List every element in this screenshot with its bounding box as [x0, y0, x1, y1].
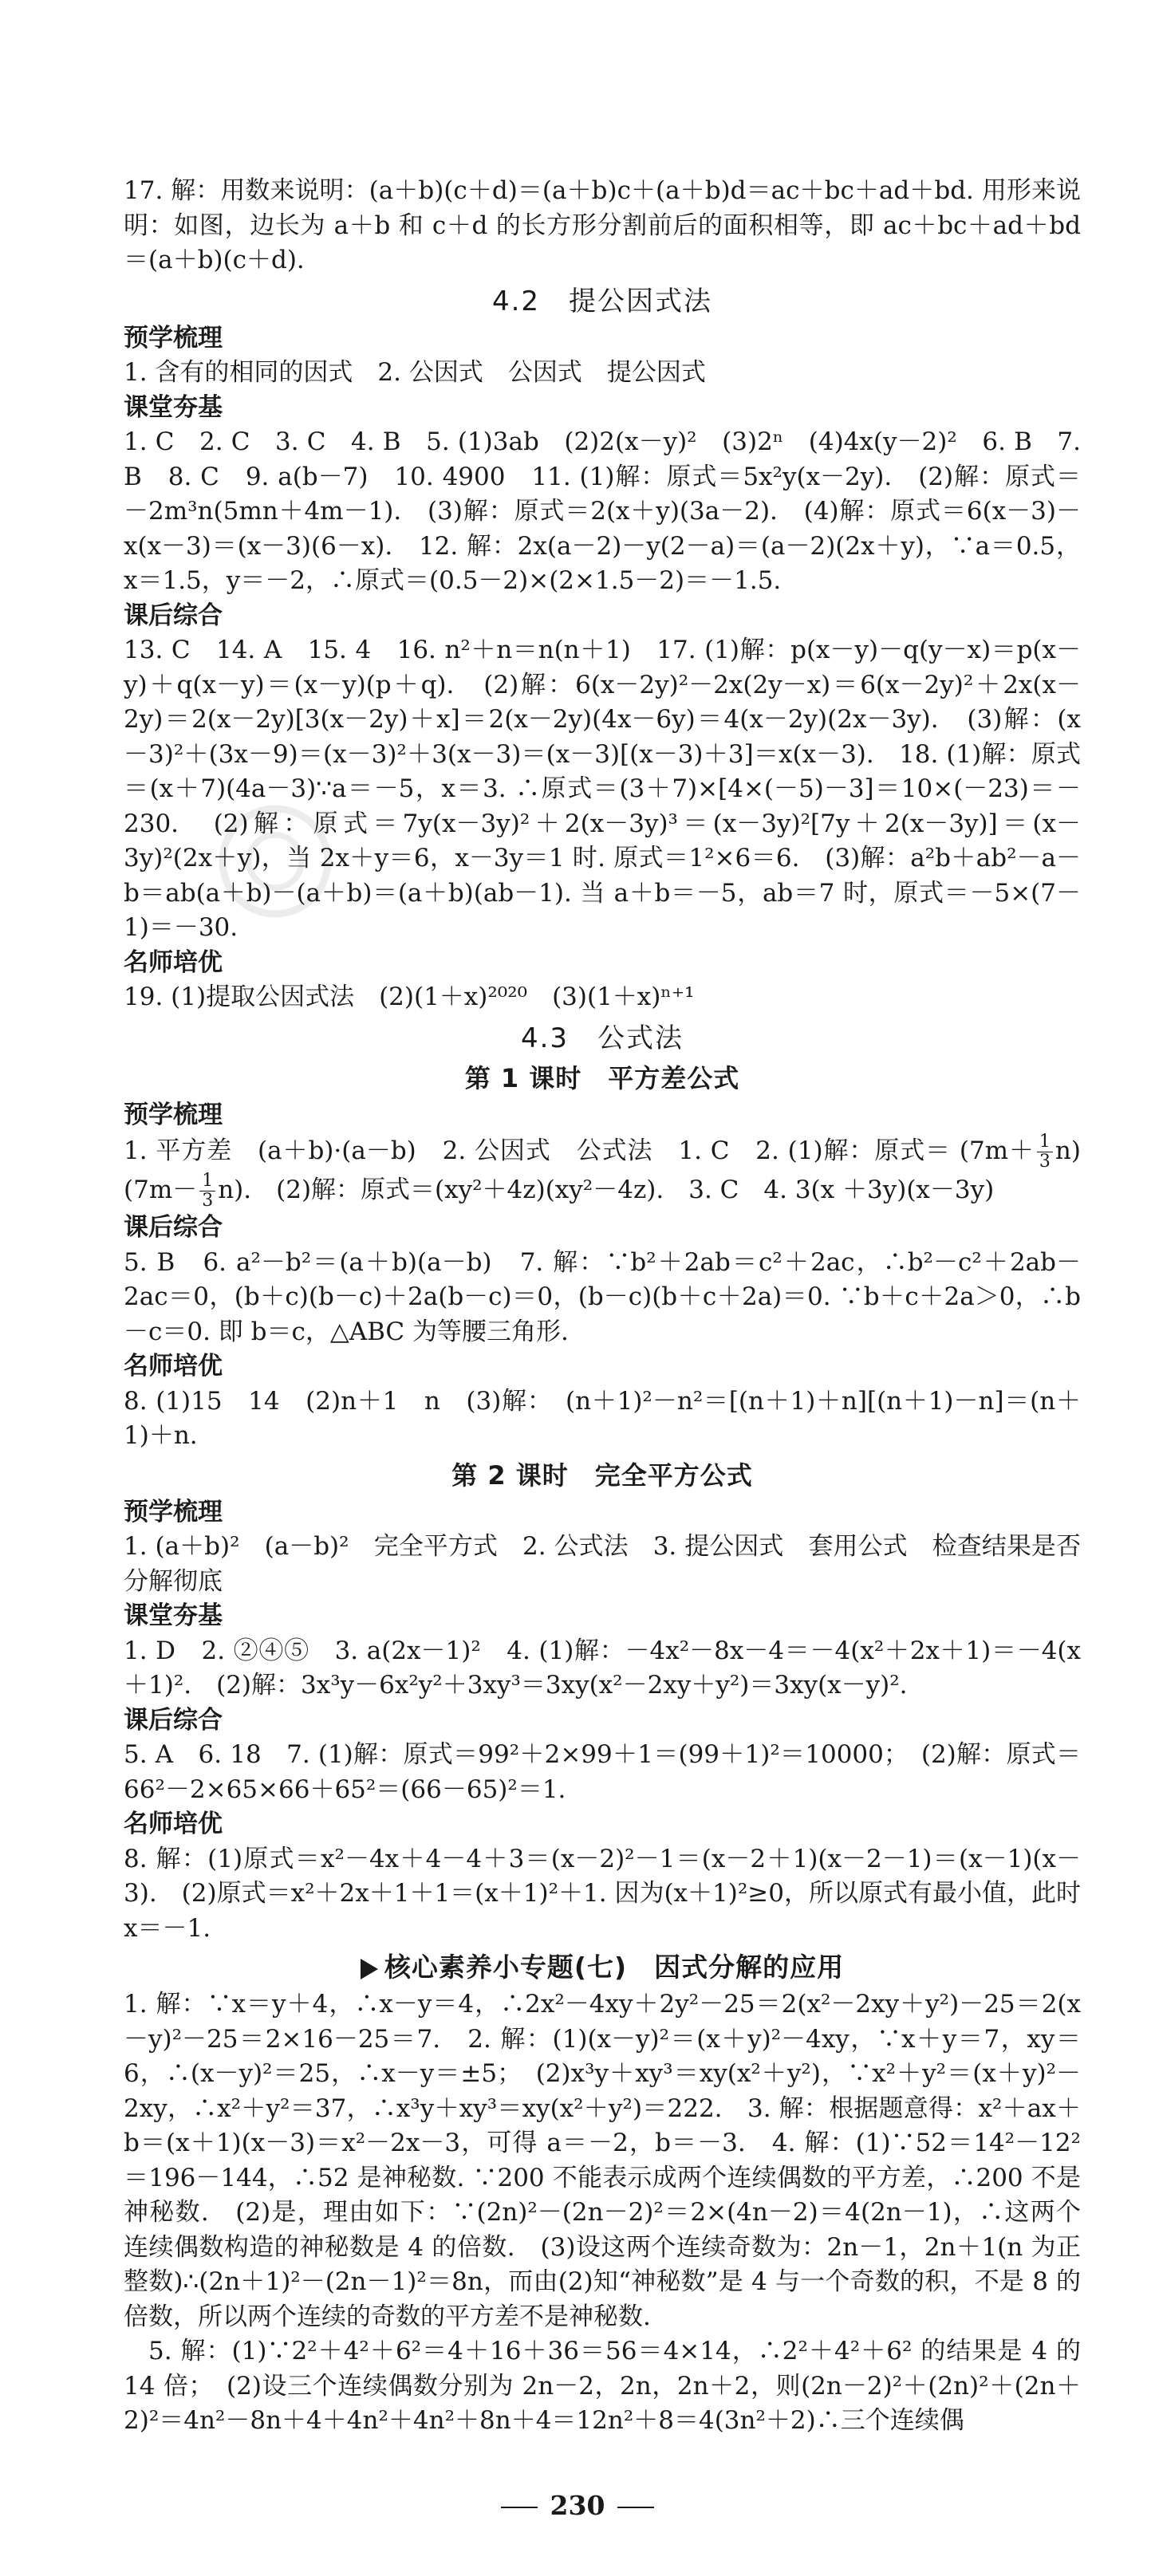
subheading-ketang: 课堂夯基	[124, 392, 223, 422]
answer-block: 5. A 6. 18 7. (1)解：原式＝99²＋2×99＋1＝(99＋1)²＝10000； (2)解：原式＝66²－2×65×66＋65²＝(66－65)²＝1.	[124, 1740, 1081, 1804]
answer-block	[124, 1132, 1081, 1211]
answer-block: 1. 解：∵x＝y＋4，∴x－y＝4，∴2x²－4xy＋2y²－25＝2(x²－2xy＋y²)－25＝2(x－y)²－25＝2×16－25＝7. 2. 解：(1)(x－y)²＝(x＋y)²－4xy，∵x＋y＝7，xy＝6，∴(x－y)²＝25，∴x－y＝±5； (2)x³y＋xy³＝xy(x²＋y²)，∵x²＋y²＝(x＋y)²－2xy，∴x²＋y²＝37，∴x³y＋xy³＝xy(x²＋y²)＝222. 3. 解：根据题意得：x²＋ax＋b＝(x＋1)(x－3)＝x²－2x－3，可得 a＝－2，b＝－3. 4. 解：(1)∵52＝14²－12²＝196－144，∴52 是神秘数. ∵200 不能表示成两个连续偶数的平方差，∴200 不是神秘数. (2)是，理由如下：∵(2n)²－(2n－2)²＝2×(4n－2)＝4(2n－1)，∴这两个连续偶数构造的神秘数是 4 的倍数. (3)设这两个连续奇数为：2n－1，2n＋1(n 为正整数)∴(2n＋1)²－(2n－1)²＝8n，而由(2)知“神秘数”是 4 与一个奇数的积，不是 8 的倍数，所以两个连续的奇数的平方差不是神秘数.	[124, 1990, 1081, 2331]
answer-text: 1. 平方差 (a＋b)·(a－b) 2. 公因式 公式法 1. C 2. (1)解：原式＝	[124, 1136, 952, 1165]
page-number-value: 230	[550, 2490, 605, 2521]
subheading-kehou: 课后综合	[124, 1705, 223, 1735]
fraction-numerator: 1	[1037, 1132, 1053, 1152]
faint-watermark-icon	[215, 802, 335, 921]
answer-block: 8. 解：(1)原式＝x²－4x＋4－4＋3＝(x－2)²－1＝(x－2＋1)(x－2－1)＝(x－1)(x－3). (2)原式＝x²＋2x＋1＋1＝(x＋1)²＋1. 因为(x＋1)²≥0，所以原式有最小值，此时 x＝－1.	[124, 1844, 1081, 1943]
page-number	[0, 2490, 1155, 2521]
answer-text: n). (2)解：原式＝(xy²＋4z)(xy²－4z). 3. C 4. 3(x	[218, 1176, 835, 1204]
answer-block: 1. D 2. ②④⑤ 3. a(2x－1)² 4. (1)解：－4x²－8x－4＝－4(x²＋2x＋1)＝－4(x＋1)². (2)解：3x³y－6x²y²＋3xy³＝3xy(x²－2xy＋y²)＝3xy(x－y)².	[124, 1636, 1081, 1700]
subheading-mingshi: 名师培优	[124, 1352, 223, 1381]
subheading-kehou: 课后综合	[124, 1213, 223, 1242]
answer-block: 8. (1)15 14 (2)n＋1 n (3)解： (n＋1)²－n²＝[(n＋1)＋n][(n＋1)－n]＝(n＋1)＋n.	[124, 1386, 1081, 1450]
answer-block: 5. B 6. a²－b²＝(a＋b)(a－b) 7. 解：∵b²＋2ab＝c²＋2ac，∴b²－c²＋2ab－2ac＝0，(b＋c)(b－c)＋2a(b－c)＝0，(b－c)(b＋c＋2a)＝0. ∵b＋c＋2a＞0，∴b－c＝0. 即 b＝c，△ABC 为等腰三角形.	[124, 1247, 1081, 1346]
subheading-yuxue: 预学梳理	[124, 323, 223, 353]
subheading-yuxue: 预学梳理	[124, 1100, 223, 1129]
answer-block: 19. (1)提取公因式法 (2)(1＋x)²⁰²⁰ (3)(1＋x)ⁿ⁺¹	[124, 983, 695, 1011]
page-number-dash	[501, 2507, 538, 2508]
special-topic-title	[124, 1949, 1081, 1986]
answer-block: 1. C 2. C 3. C 4. B 5. (1)3ab (2)2(x－y)² (3)2ⁿ (4)4x(y－2)² 6. B 7. B 8. C 9. a(b－7) 10. 4900 11. (1)解：原式＝5x²y(x－2y). (2)解：原式＝－2m³n(5mn＋4m－1). (3)解：原式＝2(x＋y)(3a－2). (4)解：原式＝6(x－3)－x(x－3)＝(x－3)(6－x). 12. 解：2x(a－2)－y(2－a)＝(a－2)(2x＋y)，∵a＝0.5，x＝1.5，y＝－2，∴原式＝(0.5－2)×(2×1.5－2)＝－1.5.	[124, 427, 1081, 595]
lesson-title-1: 第 1 课时 平方差公式	[464, 1062, 740, 1093]
answer-page	[124, 174, 1081, 2439]
subheading-kehou: 课后综合	[124, 601, 223, 630]
answer-block: 1. 含有的相同的因式 2. 公因式 公因式 提公因式	[124, 358, 706, 387]
lesson-title-2: 第 2 课时 完全平方公式	[451, 1459, 753, 1491]
triangle-marker-icon	[361, 1959, 378, 1979]
answer-block: 13. C 14. A 15. 4 16. n²＋n＝n(n＋1) 17. (1)解：p(x－y)－q(y－x)＝p(x－y)＋q(x－y)＝(x－y)(p＋q). (2)解：6(x－2y)²－2x(2y－x)＝6(x－2y)²＋2x(x－2y)＝2(x－2y)[3(x－2y)＋x]＝2(x－2y)(4x－6y)＝4(x－2y)(2x－3y). (3)解：(x－3)²＋(3x－9)＝(x－3)²＋3(x－3)＝(x－3)[(x－3)＋3]＝x(x－3). 18. (1)解：原式＝(x＋7)(4a－3)∵a＝－5，x＝3. ∴原式＝(3＋7)×[4×(－5)－3]＝10×(－23)＝－230. (2)解：原式＝7y(x－3y)²＋2(x－3y)³＝(x－3y)²[7y＋2(x－3y)]＝(x－3y)²(2x＋y)，当 2x＋y＝6，x－3y＝1 时. 原式＝1²×6＝6. (3)解：a²b＋ab²－a－b＝ab(a＋b)－(a＋b)＝(a＋b)(ab－1). 当 a＋b＝－5，ab＝7 时，原式＝－5×(7－1)＝－30.	[124, 636, 1081, 942]
answer-block: 5. 解：(1)∵2²＋4²＋6²＝4＋16＋36＝56＝4×14，∴2²＋4²＋6² 的结果是 4 的 14 倍； (2)设三个连续偶数分别为 2n－2，2n，2n＋2，则(2n－2)²＋(2n)²＋(2n＋2)²＝4n²－8n＋4＋4n²＋4n²＋8n＋4＝12n²＋8＝4(3n²＋2)∴三个连续偶	[124, 2337, 1081, 2435]
special-topic-text: 核心素养小专题(七) 因式分解的应用	[384, 1952, 845, 1983]
subheading-mingshi: 名师培优	[124, 947, 223, 977]
subheading-yuxue: 预学梳理	[124, 1497, 223, 1526]
section-title-4-2: 4.2 提公因式法	[491, 285, 713, 317]
answer-block: 1. (a＋b)² (a－b)² 完全平方式 2. 公式法 3. 提公因式 套用公式 检查结果是否分解彻底	[124, 1532, 1081, 1596]
answer-text: n)(7m－	[124, 1136, 1081, 1204]
subheading-mingshi: 名师培优	[124, 1810, 223, 1838]
page-number-dash	[617, 2507, 654, 2508]
section-title-4-3: 4.3 公式法	[520, 1022, 684, 1054]
fraction-denominator: 3	[202, 1191, 214, 1211]
answer-text: ＋3y)(x－3y)	[842, 1176, 995, 1204]
subheading-ketang: 课堂夯基	[124, 1601, 223, 1630]
fraction-numerator: 1	[199, 1172, 215, 1191]
fraction	[1037, 1132, 1053, 1172]
fraction	[199, 1172, 215, 1211]
fraction-denominator: 3	[1039, 1152, 1051, 1172]
answer-q17: 17. 解：用数来说明：(a＋b)(c＋d)＝(a＋b)c＋(a＋b)d＝ac＋bc＋ad＋bd. 用形来说明：如图，边长为 a＋b 和 c＋d 的长方形分割前后的面积相等，即 ac＋bc＋ad＋bd＝(a＋b)(c＋d).	[124, 176, 1081, 274]
answer-text: (7m＋	[959, 1136, 1035, 1165]
